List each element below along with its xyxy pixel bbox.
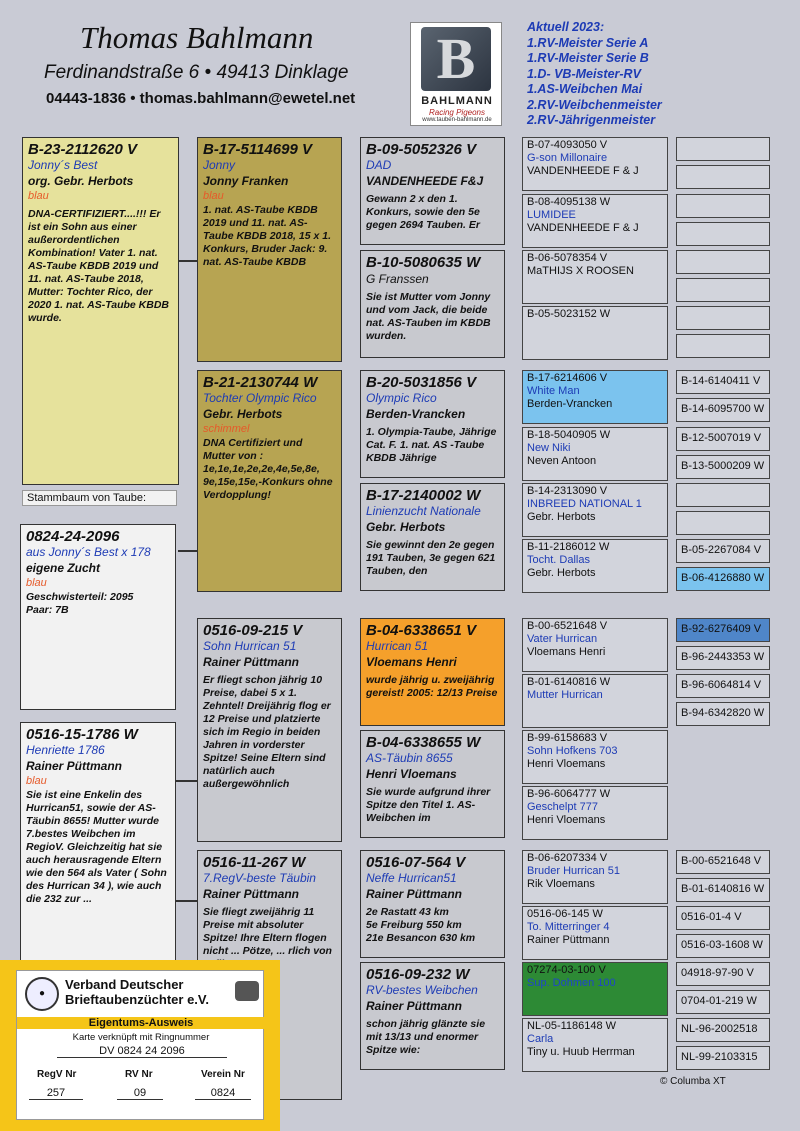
header [0,0,800,130]
ring-number: B-14-2313090 V [527,485,608,497]
breeder-name: Vloemans Henri [366,655,457,669]
breeder-name: Gebr. Herbots [203,407,283,421]
pigeon-color: blau [26,775,47,787]
pigeon-info: wurde jährig u. zweijährig gereist! 2005: 12/13 Preise [366,674,498,699]
gen3-card [522,906,668,960]
connector-line [178,550,198,552]
ring-number: B-06-6207334 V [527,852,608,864]
gen4-box [676,278,770,302]
pigeon-name: Linienzucht Nationale [366,504,481,518]
logo-letter: B [436,26,476,91]
gen4-box: B-96-6064814 V [676,674,770,698]
pigeon-name: Sup. Dohmen 100 [527,977,616,989]
pigeon-info: Sie ist eine Enkelin des Hurrican51, sowie der AS-Täubin 8655! Mutter wurde 7.bestes Weibchen im RegioV. Gleichzeitig hat sie auch herausragende Eltern wie den 564 als Vater ( Sohn des Hurrican 34 ), wie auch die 232 zur ... [26,789,167,905]
breeder-name: Henri Vloemans [527,758,606,770]
gen4-box: NL-96-2002518 [676,1018,770,1042]
gen4-box: 0516-03-1608 W [676,934,770,958]
pigeon-name: Olympic Rico [366,391,437,405]
breeder-name: Rainer Püttmann [527,934,610,946]
gen4-box: B-94-6342820 W [676,702,770,726]
logo-subtext: Racing Pigeons [428,108,486,117]
pigeon-color: blau [203,190,224,202]
gen4-box: B-05-2267084 V [676,539,770,563]
ring-number: B-05-5023152 W [527,308,611,320]
breeder-name: Rainer Püttmann [203,887,300,901]
pigeon-info: Geschwisterteil: 2095 Paar: 7B [26,591,134,616]
pigeon-info: DNA Certifiziert und Mutter von : 1e,1e,1e,2e,2e,4e,5e,8e, 9e,15e,15e,-Konkurs ohne Verdopplung! [203,437,333,501]
ring-number: 0516-15-1786 W [26,726,138,743]
breeder-name: VANDENHEEDE F & J [527,222,639,234]
pigeon-info: Sie gewinnt den 2e gegen 191 Tauben, 3e gegen 621 Tauben, den [366,539,496,577]
pigeon-name: Geschelpt 777 [527,801,598,813]
breeder-name: Henri Vloemans [527,814,606,826]
achievements-title: Aktuell 2023: [527,20,605,34]
rv-label: RV Nr [125,1069,153,1080]
pigeon-name: Jonny´s Best [28,158,98,172]
bahlmann-logo [410,22,502,126]
ring-number: B-21-2130744 W [203,374,318,391]
ring-number: 0824-24-2096 [26,528,120,545]
pigeon-info: Sie ist Mutter vom Jonny und vom Jack, die beide nat. AS-Tauben im KBDB wurden. [366,291,491,342]
pigeon-name: Henriette 1786 [26,743,105,757]
gen4-box [676,483,770,507]
achievement-item: 2.RV-Jährigenmeister [527,113,656,127]
pigeon-color: blau [28,190,49,202]
achievements-list [527,20,662,129]
breeder-name: Berden-Vrancken [366,407,466,421]
gen3-card [522,618,668,672]
regv-label: RegV Nr [37,1069,77,1080]
gen4-box [676,137,770,161]
breeder-name: org. Gebr. Herbots [28,174,134,188]
pigeon-name: To. Mitterringer 4 [527,921,610,933]
card-ring-number: DV 0824 24 2096 [57,1045,227,1058]
logo-text: BAHLMANN [421,95,493,107]
card-title: Eigentums-Ausweis [17,1017,265,1029]
breeder-name: Gebr. Herbots [527,567,596,579]
breeder-name: G Franssen [366,272,429,286]
breeder-name: Vloemans Henri [527,646,606,658]
breeder-name: MaTHIJS X ROOSEN [527,265,634,277]
connector-line [176,780,198,782]
breeder-name: Rainer Püttmann [366,999,463,1013]
gen4-box [676,165,770,189]
achievement-item: 1.RV-Meister Serie B [527,51,649,65]
subject-pigeon-card [22,137,179,485]
stammbaum-label: Stammbaum von Taube: [22,490,177,506]
ring-number: 07274-03-100 V [527,964,606,976]
verein-label: Verein Nr [201,1069,245,1080]
ring-number: B-04-6338655 W [366,734,481,751]
gen4-box [676,194,770,218]
gen4-box: 04918-97-90 V [676,962,770,986]
pigeon-name: Tochter Olympic Rico [203,391,317,405]
ring-number: 0516-07-564 V [366,854,466,871]
gen2-card [360,850,505,958]
ring-number: 0516-09-232 W [366,966,470,983]
ownership-card-inner [16,970,264,1120]
dam-of-subject-card [197,370,342,592]
gen2-card [360,250,505,358]
pigeon-info: 1. Olympia-Taube, Jährige Cat. F. 1. nat. AS -Taube KBDB Jährige [366,426,497,464]
copyright: © Columba XT [660,1076,726,1087]
gen3-card [522,306,668,360]
pigeon-name: Tocht. Dallas [527,554,590,566]
achievement-item: 1.AS-Weibchen Mai [527,82,643,96]
offspring-card [20,524,176,710]
breeder-name: VANDENHEEDE F & J [527,165,639,177]
pigeon-info: Er fliegt schon jährig 10 Preise, dabei 5 x 1. Zehntel! Dreijährig flog er 12 Preise und platzierte sich im Regio in beiden Jahren in vorderster Spitze! Seine Eltern sind natürlich auch außergewöhnlich [203,674,331,790]
achievement-item: 1.D- VB-Meister-RV [527,66,641,81]
pigeon-color: blau [26,577,47,589]
pigeon-info: schon jährig glänzte sie mit 13/13 und enormer Spitze wie: [366,1018,486,1056]
gen4-box [676,306,770,330]
gen4-box: B-00-6521648 V [676,850,770,874]
pigeon-name: Carla [527,1033,554,1045]
gen4-box [676,334,770,358]
sire-card [197,137,342,362]
pigeon-name: White Man [527,385,580,397]
gen4-box: 0704-01-219 W [676,990,770,1014]
gen3-card [522,483,668,537]
gen3-card [522,250,668,304]
breeder-name: Gebr. Herbots [366,520,446,534]
pigeon-name: INBREED NATIONAL 1 [527,498,642,510]
pigeon-name: G-son Millonaire [527,152,608,164]
ring-number: B-06-5078354 V [527,252,608,264]
gen4-box [676,511,770,535]
ring-number: B-18-5040905 W [527,429,611,441]
ring-number: B-10-5080635 W [366,254,481,271]
verein-value: 0824 [195,1087,251,1100]
pigeon-info: Sie fliegt zweijährig 11 Preise mit absoluter Spitze! Ihre Eltern flogen nicht ... Pötze, ... rlich von [203,906,332,957]
breeder-name: Gebr. Herbots [527,511,596,523]
pigeon-info: Sie wurde aufgrund ihrer Spitze den Titel 1. AS-Weibchen im [366,786,491,824]
gen3-card [522,730,668,784]
achievement-item: 2.RV-Weibchenmeister [527,97,662,112]
ownership-card [0,960,280,1131]
ring-number: 0516-06-145 W [527,908,603,920]
breeder-name: Tiny u. Huub Herrman [527,1046,635,1058]
card-subtitle: Karte verknüpft mit Ringnummer [72,1032,210,1043]
gen4-box [676,250,770,274]
gen2-card [360,962,505,1070]
gen3-card [522,539,668,593]
gen4-box: NL-99-2103315 [676,1046,770,1070]
pigeon-color: schimmel [203,423,250,435]
pigeon-name: DAD [366,158,392,172]
ring-number: B-07-4093050 V [527,139,608,151]
gen4-box [676,222,770,246]
pigeon-info: DNA-CERTIFIZIERT....!!! Er ist ein Sohn aus einer außerordentlichen Kombination! Vater 1. nat. AS-Taube KBDB 2019 und 11. nat. AS-Taube 2018, Mutter: Tochter Rico, der 2020 1. nat. AS-Taube KBDB wurde. [28,208,170,324]
pigeon-name: Sohn Hurrican 51 [203,639,297,653]
organization-name: Verband Deutscher Brieftaubenzüchter e.V. [65,977,210,1007]
ring-number: B-00-6521648 V [527,620,608,632]
logo-url: www.tauben-bahlmann.de [422,117,492,123]
gen4-box: B-92-6276409 V [676,618,770,642]
gen3-card [522,786,668,840]
connector-line [178,260,198,262]
pigeon-name: AS-Täubin 8655 [366,751,453,765]
pigeon-name: RV-bestes Weibchen [366,983,478,997]
connector-line [176,900,198,902]
gen4-box: B-01-6140816 W [676,878,770,902]
pigeon-name: Vater Hurrican [527,633,598,645]
pigeon-name: Sohn Hofkens 703 [527,745,618,757]
gen3-card [522,962,668,1016]
dam-card [20,722,176,982]
gen3-card [522,1018,668,1072]
gen3-card [522,850,668,904]
breeder-name: Rainer Püttmann [366,887,463,901]
pigeon-name: Neffe Hurrican51 [366,871,457,885]
achievement-item: 1.RV-Meister Serie A [527,35,649,50]
breeder-title: Thomas Bahlmann [80,20,314,55]
pigeon-info: Gewann 2 x den 1. Konkurs, sowie den 5e gegen 2694 Tauben. Er [366,193,480,231]
ring-number: B-08-4095138 W [527,196,611,208]
gen4-box: 0516-01-4 V [676,906,770,930]
breeder-contact: 04443-1836 • thomas.bahlmann@ewetel.net [46,90,356,107]
ring-number: B-99-6158683 V [527,732,608,744]
breeder-name: Neven Antoon [527,455,597,467]
pigeon-name: Jonny [203,158,236,172]
gen3-card [522,137,668,191]
ring-number: B-23-2112620 V [28,141,137,158]
gen2-card [360,483,505,591]
gen4-box: B-14-6140411 V [676,370,770,394]
ring-number: B-17-6214606 V [527,372,608,384]
gen3-card [522,427,668,481]
breeder-address: Ferdinandstraße 6 • 49413 Dinklage [44,62,349,83]
gen4-box: B-14-6095700 W [676,398,770,422]
breeder-name: Rainer Püttmann [203,655,300,669]
ring-number: B-11-2186012 W [527,541,610,553]
ring-number: NL-05-1186148 W [527,1020,617,1032]
pigeon-name: aus Jonny´s Best x 178 [26,545,151,559]
logo-mark [421,27,491,91]
gen2-card [360,137,505,245]
gen2-card [360,618,505,726]
pigeon-info: 2e Rastatt 43 km 5e Freiburg 550 km 21e Besancon 630 km [366,906,476,944]
breeder-name: VANDENHEEDE F&J [366,174,484,188]
pigeon-name: LUMIDEE [527,209,576,221]
ring-number: B-09-5052326 V [366,141,477,158]
pigeon-name: 7.RegV-beste Täubin [203,871,316,885]
rv-value: 09 [117,1087,163,1100]
pigeon-name: New Niki [527,442,571,454]
gen3-card [522,370,668,424]
regv-value: 257 [29,1087,83,1100]
pigeon-info: 1. nat. AS-Taube KBDB 2019 und 11. nat. AS-Taube KBDB 2018, 15 x 1. Konkurs, Bruder Jack: 9. nat. AS-Taube KBDB [203,204,331,268]
ring-number: B-01-6140816 W [527,676,611,688]
gen4-box: B-12-5007019 V [676,427,770,451]
breeder-name: Jonny Franken [203,174,289,188]
gen4-box: B-06-4126880 W [676,567,770,591]
pigeon-name: Mutter Hurrican [527,689,603,701]
ring-number: B-04-6338651 V [366,622,477,639]
breeder-name: Rainer Püttmann [26,759,123,773]
gen2-card [360,370,505,478]
breeder-name: Berden-Vrancken [527,398,613,410]
vdb-logo-icon: ● [25,977,59,1011]
ring-number: 0516-09-215 V [203,622,303,639]
ring-number: B-17-2140002 W [366,487,481,504]
ring-number: B-96-6064777 W [527,788,611,800]
pigeon-name: Hurrican 51 [366,639,429,653]
pigeon-name: Bruder Hurrican 51 [527,865,620,877]
ring-number: 0516-11-267 W [203,854,306,871]
gen3-card [522,194,668,248]
breeder-name: Rik Vloemans [527,878,595,890]
gen2-card [360,730,505,838]
pigeon-emblem-icon [235,981,259,1001]
gen3-card [522,674,668,728]
ring-number: B-20-5031856 V [366,374,477,391]
gen4-box: B-96-2443353 W [676,646,770,670]
gen4-box: B-13-5000209 W [676,455,770,479]
dam-sire-card [197,618,342,842]
breeder-name: Henri Vloemans [366,767,457,781]
ring-number: B-17-5114699 V [203,141,312,158]
breeder-name: eigene Zucht [26,561,101,575]
